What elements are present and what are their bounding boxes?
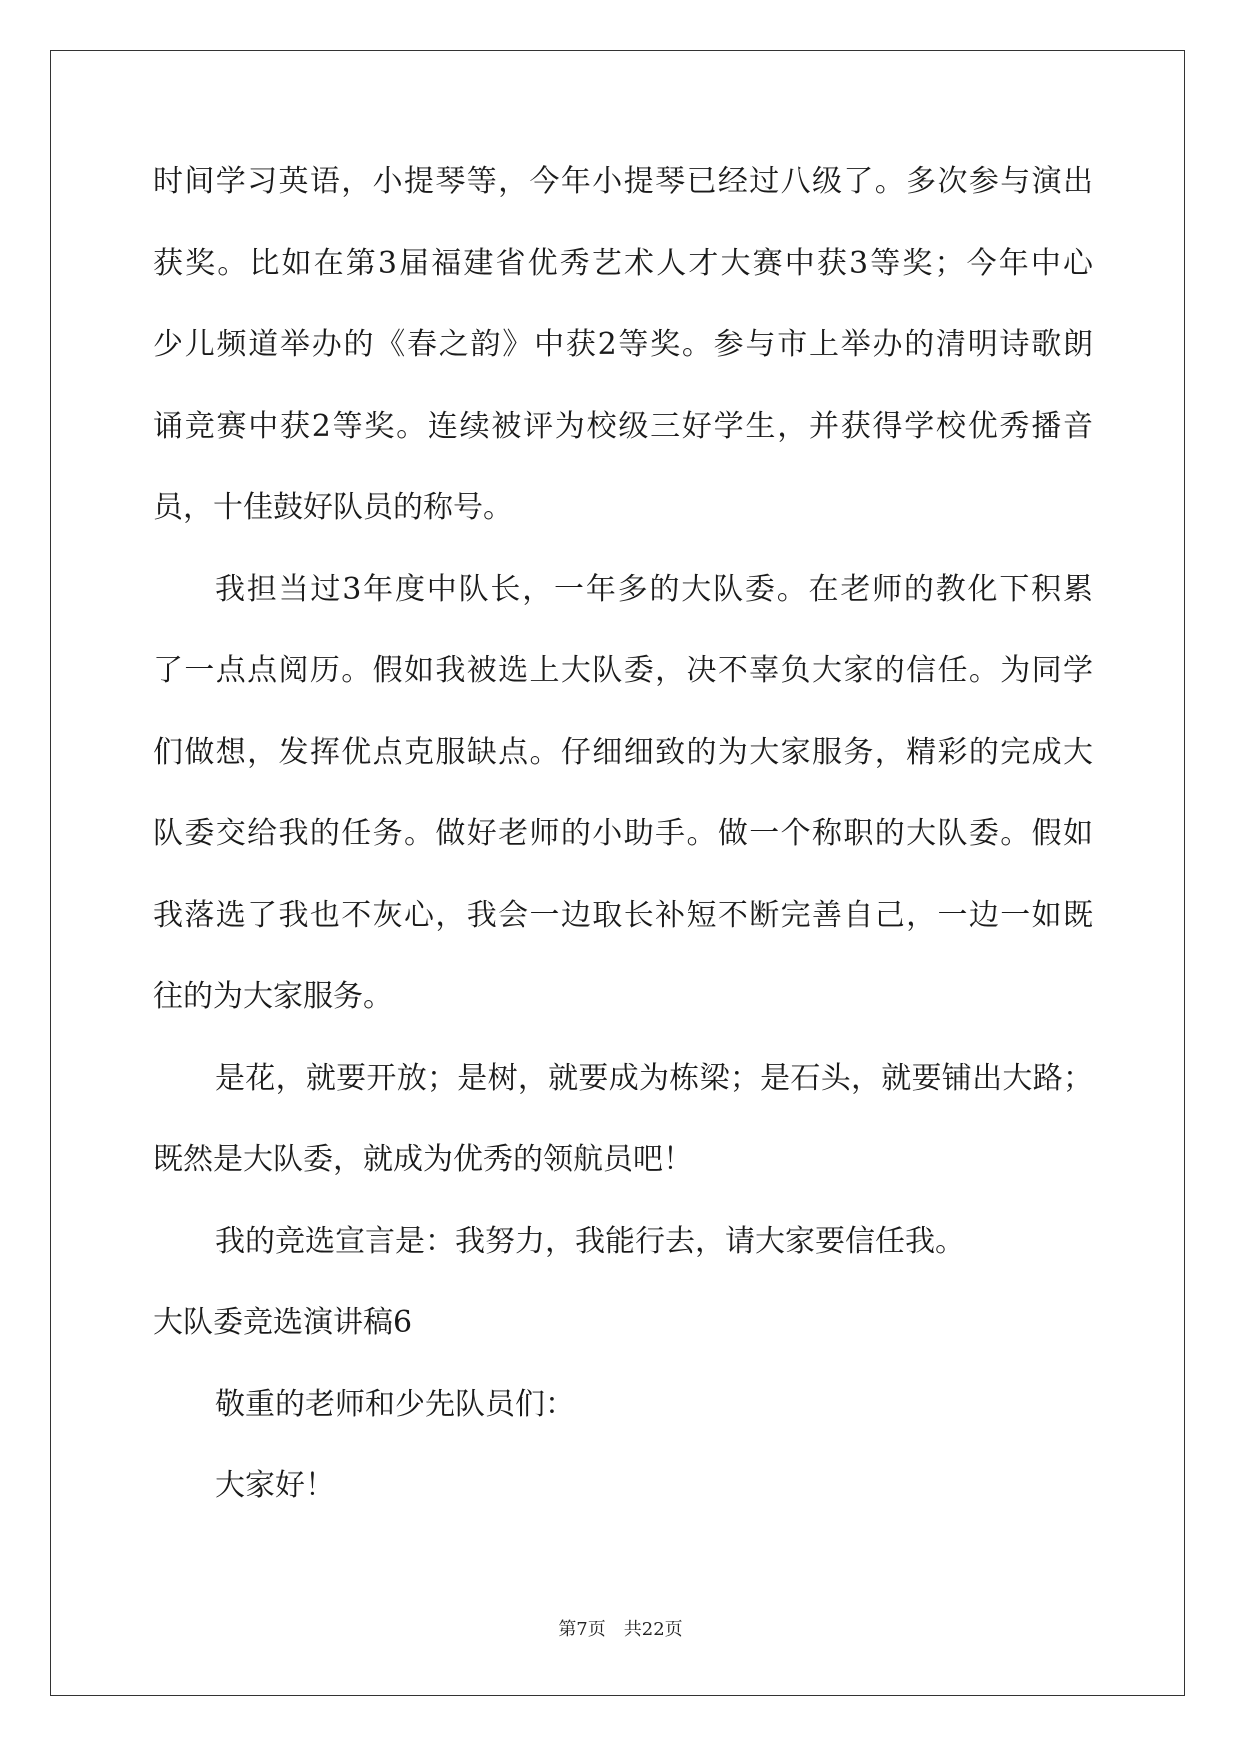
- greeting-line: 大家好！: [215, 1468, 335, 1503]
- paragraph-line: 了一点点阅历。假如我被选上大队委，决不辜负大家的信任。为同学: [153, 653, 1093, 688]
- page-border: [50, 50, 1185, 1696]
- paragraph-line: 往的为大家服务。: [153, 979, 393, 1014]
- paragraph-line: 我落选了我也不灰心，我会一边取长补短不断完善自己，一边一如既: [153, 897, 1093, 933]
- section-heading: 大队委竞选演讲稿6: [153, 1305, 413, 1340]
- paragraph-line: 我担当过3年度中队长，一年多的大队委。在老师的教化下积累: [215, 571, 1093, 607]
- paragraph-line: 们做想，发挥优点克服缺点。仔细细致的为大家服务，精彩的完成大: [153, 734, 1093, 770]
- paragraph-line: 队委交给我的任务。做好老师的小助手。做一个称职的大队委。假如: [153, 816, 1093, 851]
- salutation-line: 敬重的老师和少先队员们：: [215, 1386, 575, 1422]
- paragraph-line: 员，十佳鼓好队员的称号。: [153, 490, 513, 525]
- paragraph-line: 获奖。比如在第3届福建省优秀艺术人才大赛中获3等奖；今年中心: [153, 245, 1093, 281]
- paragraph-line: 诵竞赛中获2等奖。连续被评为校级三好学生，并获得学校优秀播音: [153, 408, 1093, 444]
- paragraph-line: 时间学习英语，小提琴等，今年小提琴已经过八级了。多次参与演出: [153, 164, 1093, 199]
- paragraph-line: 我的竞选宣言是：我努力，我能行去，请大家要信任我。: [215, 1223, 965, 1259]
- paragraph-line: 既然是大队委，就成为优秀的领航员吧！: [153, 1142, 693, 1177]
- paragraph-line: 是花，就要开放；是树，就要成为栋梁；是石头，就要铺出大路；: [215, 1060, 1093, 1096]
- paragraph-line: 少儿频道举办的《春之韵》中获2等奖。参与市上举办的清明诗歌朗: [153, 327, 1093, 362]
- page-footer: 第7页 共22页: [558, 1619, 683, 1640]
